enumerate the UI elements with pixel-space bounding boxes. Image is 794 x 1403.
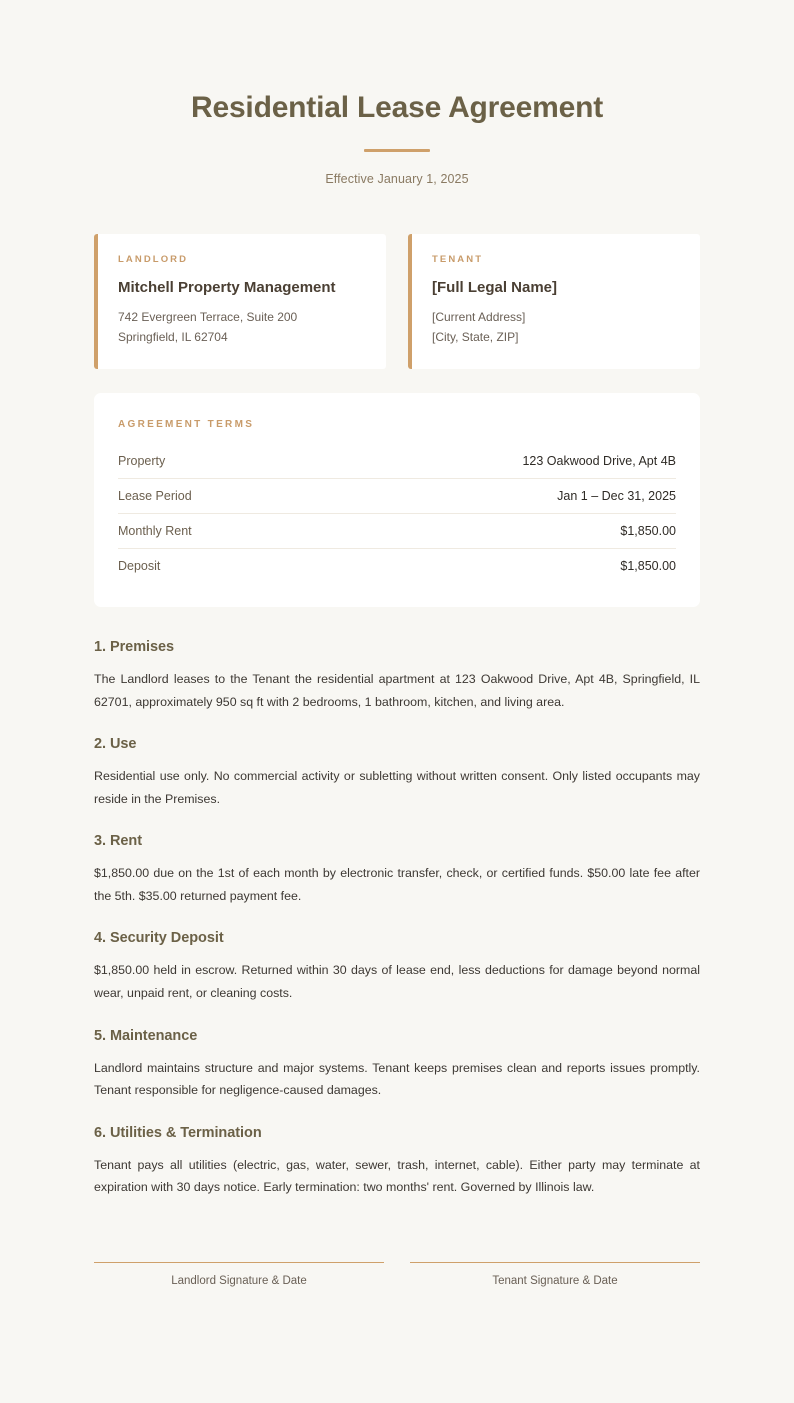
term-value: $1,850.00: [299, 548, 676, 583]
term-value: Jan 1 – Dec 31, 2025: [299, 478, 676, 513]
clause-title: 2. Use: [94, 736, 137, 753]
signature-block[interactable]: [410, 1262, 700, 1287]
signature-line[interactable]: [410, 1262, 700, 1263]
clauses-section: [94, 639, 700, 1199]
tenant-address-line2: [City, State, ZIP]: [432, 329, 519, 344]
term-label: Property: [118, 453, 166, 468]
parties-section: [94, 234, 700, 369]
page-title: Residential Lease Agreement: [191, 91, 603, 124]
clause-title: 5. Maintenance: [94, 1027, 198, 1044]
signature-caption: Tenant Signature & Date: [492, 1274, 618, 1287]
clause-title: 1. Premises: [94, 638, 175, 655]
term-value: $1,850.00: [299, 513, 676, 548]
landlord-role-label: LANDLORD: [118, 253, 189, 265]
tenant-role-label: TENANT: [432, 253, 484, 265]
effective-date: Effective January 1, 2025: [325, 171, 469, 186]
clause-body: $1,850.00 held in escrow. Returned within 30 days of lease end, less deductions for damage beyond normal wear, unpaid rent, or cleaning costs.: [94, 963, 700, 1001]
clause-body: Tenant pays all utilities (electric, gas, water, sewer, trash, internet, cable). Either party may terminate at expiration with 30 days notice. Early termination: two months' rent. Governed by Illinois law.: [94, 1157, 700, 1195]
table-row: [118, 478, 676, 513]
title-divider: [364, 149, 430, 152]
signature-block[interactable]: [94, 1262, 384, 1287]
clause-body: Residential use only. No commercial activity or subletting without written consent. Only listed occupants may reside in the Premises.: [94, 769, 700, 806]
tenant-card: [408, 234, 700, 369]
term-label: Monthly Rent: [118, 513, 299, 548]
clause-body: Landlord maintains structure and major systems. Tenant keeps premises clean and reports issues promptly. Tenant responsible for negligence-caused damages.: [94, 1060, 700, 1098]
signature-caption: Landlord Signature & Date: [171, 1274, 307, 1287]
landlord-name: Mitchell Property Management: [118, 278, 336, 296]
tenant-name: [Full Legal Name]: [432, 278, 558, 296]
clause-title: 4. Security Deposit: [94, 930, 224, 947]
table-row: [118, 513, 676, 548]
landlord-address-line1: 742 Evergreen Terrace, Suite 200: [118, 310, 298, 325]
tenant-address-line1: [Current Address]: [432, 310, 526, 325]
agreement-terms-card: [94, 393, 700, 607]
tenant-address: [432, 308, 678, 347]
landlord-address-line2: Springfield, IL 62704: [118, 329, 228, 344]
landlord-address: [118, 308, 364, 347]
term-label: Lease Period: [118, 478, 299, 513]
clause-body: The Landlord leases to the Tenant the residential apartment at 123 Oakwood Drive, Apt 4B, Springfield, IL 62701, approximately 950 sq ft with 2 bedrooms, 1 bathroom, kitchen, and living area.: [94, 671, 700, 709]
clause-section: [94, 833, 700, 907]
agreement-terms-table: [118, 444, 676, 583]
term-label: Deposit: [118, 548, 299, 583]
clause-section: [94, 930, 700, 1004]
landlord-card: [94, 234, 386, 369]
clause-title: 3. Rent: [94, 833, 142, 850]
agreement-terms-body: [118, 444, 676, 583]
table-row: [118, 444, 676, 479]
signature-section: [94, 1262, 700, 1377]
clause-title: 6. Utilities & Termination: [94, 1124, 262, 1141]
clause-section: [94, 1028, 700, 1102]
signature-line[interactable]: [94, 1262, 384, 1263]
agreement-terms-heading: AGREEMENT TERMS: [118, 418, 255, 430]
clause-section: [94, 736, 700, 810]
clause-section: [94, 1125, 700, 1199]
term-value: 123 Oakwood Drive, Apt 4B: [522, 453, 676, 468]
table-row: [118, 548, 676, 583]
clause-body: $1,850.00 due on the 1st of each month by electronic transfer, check, or certified funds. $50.00 late fee after the 5th. $35.00 returned payment fee.: [94, 866, 700, 903]
clause-section: [94, 639, 700, 713]
